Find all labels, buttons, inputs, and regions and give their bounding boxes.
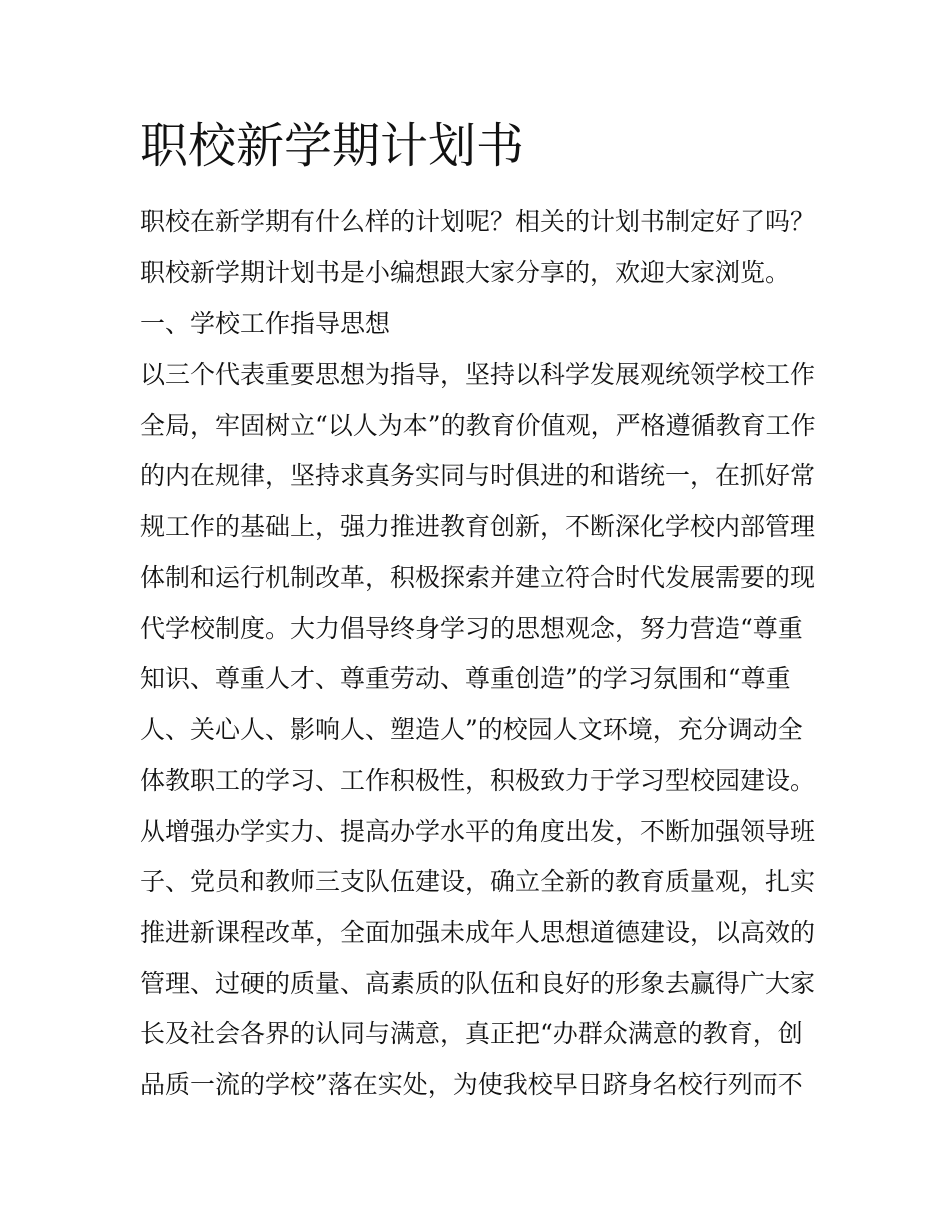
body-line: 推进新课程改革，全面加强未成年人思想道德建设，以高效的 [140, 918, 816, 947]
section-heading: 一、学校工作指导思想 [140, 309, 391, 338]
body-line: 职校新学期计划书是小编想跟大家分享的，欢迎大家浏览。 [140, 258, 791, 287]
body-line: 以三个代表重要思想为指导，坚持以科学发展观统领学校工作 [140, 360, 816, 389]
body-line: 管理、过硬的质量、高素质的队伍和良好的形象去赢得广大家 [140, 969, 816, 998]
document-title: 职校新学期计划书 [140, 118, 525, 174]
body-line: 体制和运行机制改革，积极探索并建立符合时代发展需要的现 [140, 563, 816, 592]
body-line: 从增强办学实力、提高办学水平的角度出发，不断加强领导班 [140, 817, 816, 846]
body-line: 品质一流的学校”落在实处，为使我校早日跻身名校行列而不 [140, 1070, 803, 1099]
body-line: 体教职工的学习、工作积极性，积极致力于学习型校园建设。 [140, 766, 816, 795]
body-line: 职校在新学期有什么样的计划呢？相关的计划书制定好了吗？ [140, 207, 816, 236]
body-line: 的内在规律，坚持求真务实同与时俱进的和谐统一，在抓好常 [140, 461, 816, 490]
body-line: 人、关心人、影响人、塑造人”的校园人文环境，充分调动全 [140, 715, 803, 744]
body-line: 代学校制度。大力倡导终身学习的思想观念，努力营造“尊重 [140, 614, 803, 643]
body-line: 长及社会各界的认同与满意，真正把“办群众满意的教育，创 [140, 1019, 803, 1048]
body-line: 全局，牢固树立“以人为本”的教育价值观，严格遵循教育工作 [140, 411, 816, 440]
body-line: 知识、尊重人才、尊重劳动、尊重创造”的学习氛围和“尊重 [140, 664, 791, 693]
body-line: 子、党员和教师三支队伍建设，确立全新的教育质量观，扎实 [140, 867, 816, 896]
body-line: 规工作的基础上，强力推进教育创新，不断深化学校内部管理 [140, 512, 816, 541]
